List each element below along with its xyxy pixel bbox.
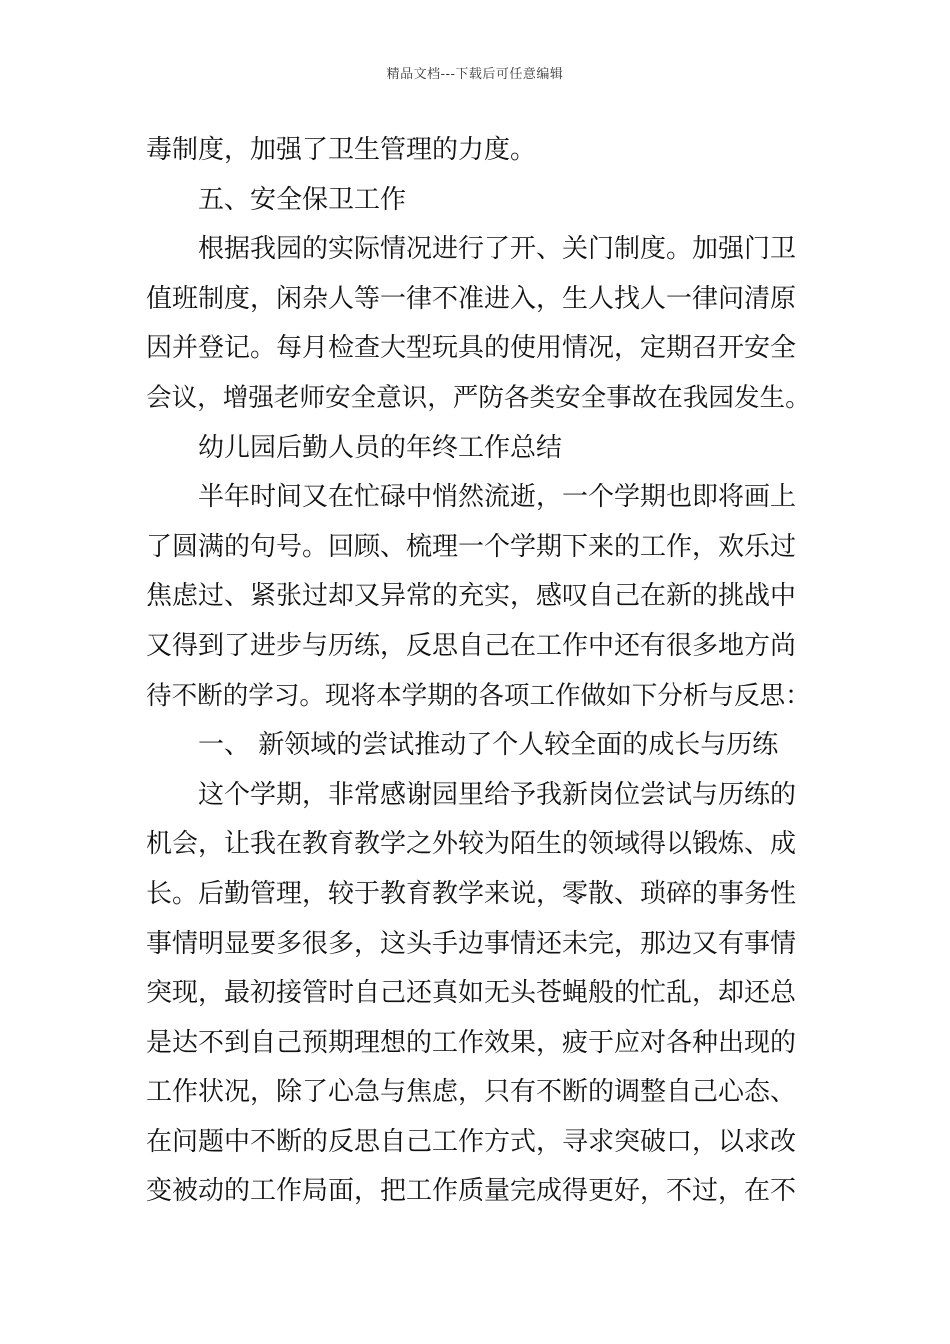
- text-line: 又得到了进步与历练，反思自己在工作中还有很多地方尚: [146, 630, 797, 661]
- text-line: 毒制度，加强了卫生管理的力度。: [146, 135, 537, 165]
- text-line: 半年时间又在忙碌中悄然流逝，一个学期也即将画上: [198, 482, 797, 513]
- text-line: 机会，让我在教育教学之外较为陌生的领域得以锻炼、成: [146, 829, 797, 860]
- text-line: 一、 新领域的尝试推动了个人较全面的成长与历练: [198, 730, 779, 761]
- text-line: 五、安全保卫工作: [198, 184, 407, 215]
- text-line: 了圆满的句号。回顾、梳理一个学期下来的工作，欢乐过: [146, 531, 797, 562]
- text-line: 工作状况，除了心急与焦虑，只有不断的调整自己心态、: [146, 1077, 797, 1108]
- text-line: 幼儿园后勤人员的年终工作总结: [198, 432, 563, 463]
- text-line: 在问题中不断的反思自己工作方式，寻求突破口，以求改: [146, 1126, 797, 1157]
- text-line: 会议，增强老师安全意识，严防各类安全事故在我园发生。: [146, 382, 811, 413]
- text-line: 值班制度，闲杂人等一律不准进入，生人找人一律问清原: [146, 283, 797, 314]
- document-body: [146, 126, 811, 1217]
- text-line: 焦虑过、紧张过却又异常的充实，感叹自己在新的挑战中: [146, 581, 797, 612]
- text-line: 根据我园的实际情况进行了开、关门制度。加强门卫: [198, 234, 797, 265]
- text-line: 因并登记。每月检查大型玩具的使用情况，定期召开安全: [146, 333, 797, 364]
- text-line: 这个学期，非常感谢园里给予我新岗位尝试与历练的: [198, 779, 797, 810]
- text-line: 突现，最初接管时自己还真如无头苍蝇般的忙乱，却还总: [146, 978, 797, 1009]
- text-line: 事情明显要多很多，这头手边事情还未完，那边又有事情: [146, 928, 797, 959]
- page-header: 精品文档---下载后可任意编辑: [386, 67, 564, 82]
- text-line: 待不断的学习。现将本学期的各项工作做如下分析与反思：: [146, 680, 811, 711]
- text-line: 变被动的工作局面，把工作质量完成得更好，不过，在不: [146, 1176, 797, 1207]
- text-line: 长。后勤管理，较于教育教学来说，零散、琐碎的事务性: [146, 878, 797, 909]
- text-line: 是达不到自己预期理想的工作效果，疲于应对各种出现的: [146, 1027, 797, 1058]
